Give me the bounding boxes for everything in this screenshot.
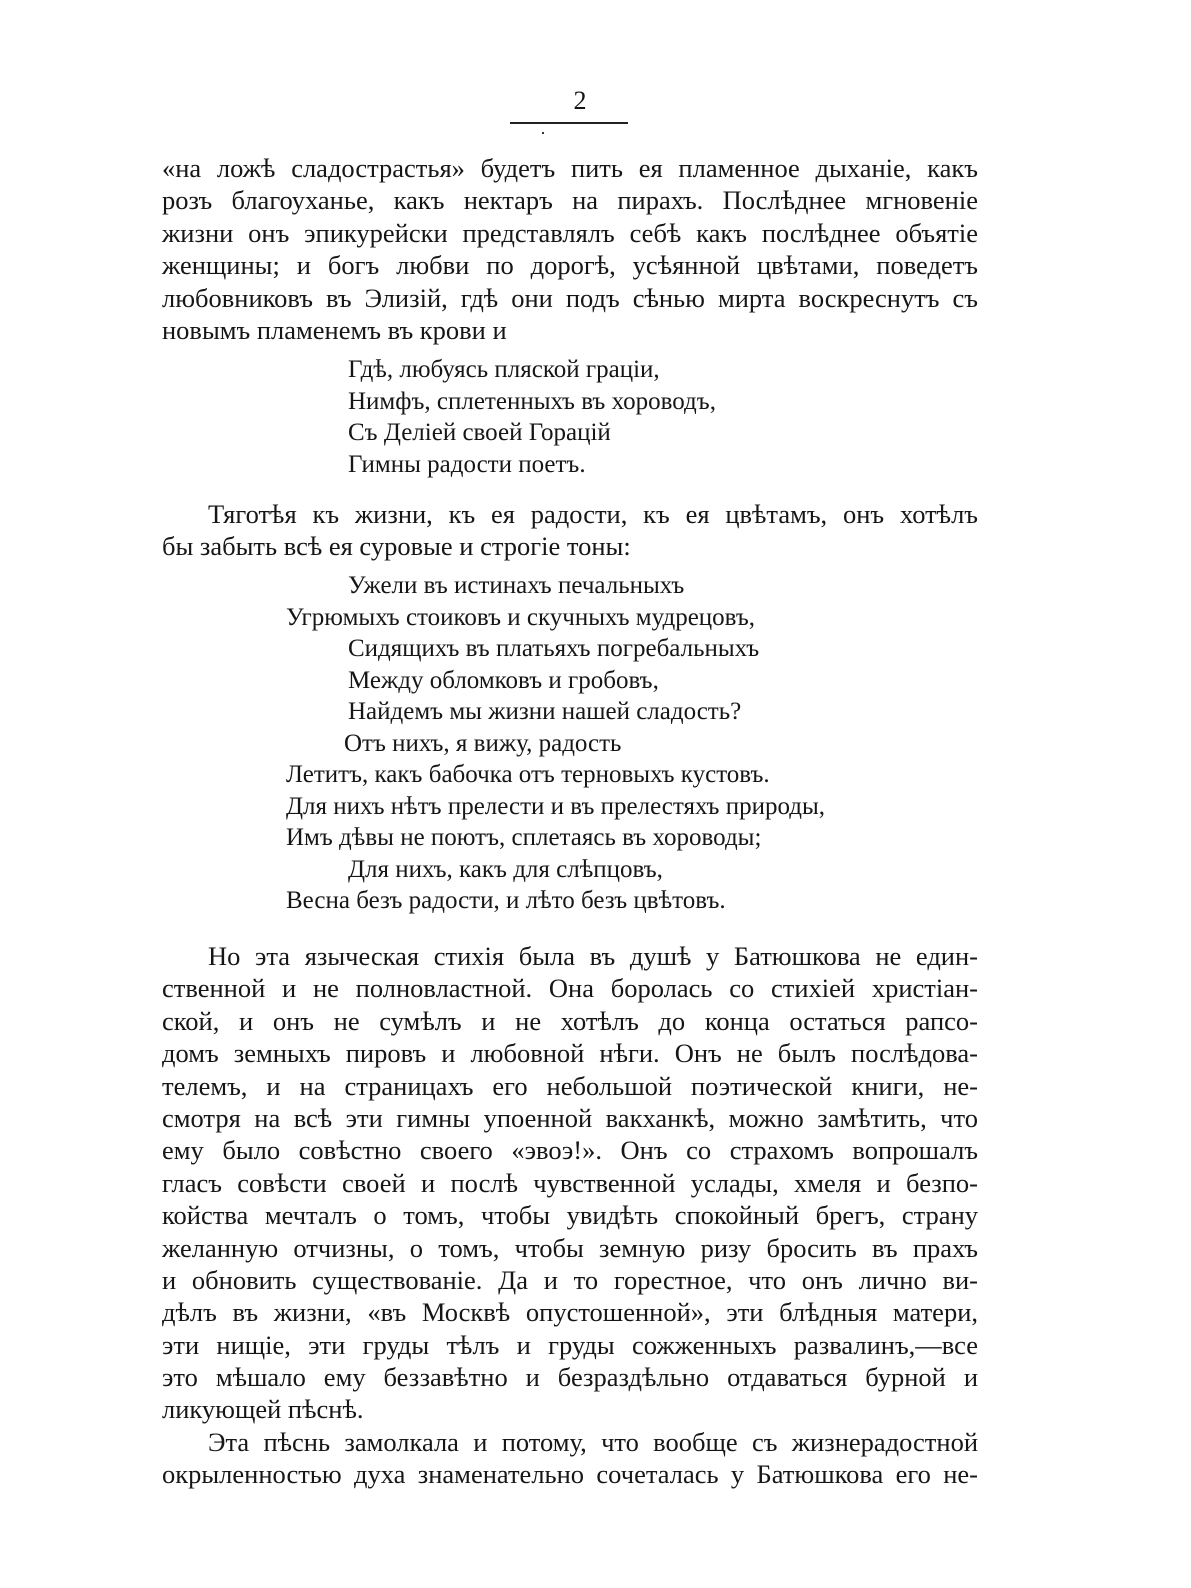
text-line: новымъ пламенемъ въ крови и <box>162 314 507 345</box>
text-line: Тяготѣя къ жизни, къ ея радости, къ ея цвѣтамъ, онъ хотѣлъ <box>208 499 978 529</box>
verse-quote-1 <box>348 354 716 480</box>
verse-line: Сидящихъ въ платьяхъ погребальныхъ <box>348 635 760 662</box>
paragraph-2 <box>162 498 978 563</box>
verse-line: Найдемъ мы жизни нашей сладость? <box>348 698 742 725</box>
text-line: ственной и не полновластной. Она боролась со стихіей христіан- <box>162 973 978 1004</box>
paragraph-1 <box>162 152 978 346</box>
text-line: женщины; и богъ любви по дорогѣ, усѣянной цвѣтами, поведетъ <box>162 250 978 281</box>
text-line: домъ земныхъ пировъ и любовной нѣги. Онъ не былъ послѣдова- <box>162 1038 978 1069</box>
header-rule <box>510 122 628 124</box>
verse-line: Нимфъ, сплетенныхъ въ хороводъ, <box>348 387 716 415</box>
text-line: ему было совѣстно своего «эвоэ!». Онъ со страхомъ вопрошалъ <box>162 1135 978 1166</box>
verse-line: Гдѣ, любуясь пляской граціи, <box>348 356 660 383</box>
page-number: 2 <box>573 86 587 115</box>
text-line: гласъ совѣсти своей и послѣ чувственной услады, хмеля и безпо- <box>162 1167 978 1198</box>
text-line: смотря на всѣ эти гимны упоенной вакханкѣ, можно замѣтить, что <box>162 1102 978 1133</box>
paragraph-3 <box>162 940 978 1426</box>
text-line: дѣлъ въ жизни, «въ Москвѣ опустошенной», эти блѣдныя матери, <box>162 1297 978 1328</box>
verse-line: Имъ дѣвы не поютъ, сплетаясь въ хороводы; <box>286 824 762 851</box>
text-line: койства мечталъ о томъ, чтобы увидѣть спокойный брегъ, страну <box>162 1200 978 1231</box>
verse-line: Летитъ, какъ бабочка отъ терновыхъ кустовъ. <box>286 761 770 788</box>
verse-line: Гимны радости поетъ. <box>348 450 586 478</box>
verse-line: Для нихъ, какъ для слѣпцовъ, <box>348 855 663 883</box>
text-line: и обновить существованіе. Да и то горестное, что онъ лично ви- <box>162 1264 978 1295</box>
text-line: ской, и онъ не сумѣлъ и не хотѣлъ до конца остаться рапсо- <box>162 1005 978 1036</box>
text-line: жизни онъ эпикурейски представлялъ себѣ какъ послѣднее объятіе <box>162 217 978 248</box>
paragraph-4 <box>162 1426 978 1491</box>
text-line: эти нищіе, эти груды тѣлъ и груды сожженныхъ развалинъ,—все <box>162 1329 978 1360</box>
text-line: ликующей пѣснѣ. <box>162 1394 364 1425</box>
text-line: «на ложѣ сладострастья» будетъ пить ея пламенное дыханіе, какъ <box>162 153 978 183</box>
verse-line: Съ Деліей своей Горацій <box>348 419 611 446</box>
verse-line: Угрюмыхъ стоиковъ и скучныхъ мудрецовъ, <box>286 603 756 631</box>
print-speck <box>542 132 544 134</box>
verse-line: Между обломковъ и гробовъ, <box>348 666 659 694</box>
text-line: Эта пѣснь замолкала и потому, что вообще съ жизнерадостной <box>208 1427 978 1457</box>
text-line: телемъ, и на страницахъ его небольшой поэтической книги, не- <box>162 1070 978 1101</box>
verse-line: Отъ нихъ, я вижу, радость <box>344 729 622 757</box>
verse-quote-2 <box>286 570 825 917</box>
verse-line: Для нихъ нѣтъ прелести и въ прелестяхъ природы, <box>286 792 826 820</box>
text-line: бы забыть всѣ ея суровые и строгіе тоны: <box>162 531 631 562</box>
text-line: розъ благоуханье, какъ нектаръ на пирахъ. Послѣднее мгновеніе <box>162 185 978 216</box>
text-line: любовниковъ въ Элизій, гдѣ они подъ сѣнью мирта воскреснутъ съ <box>162 282 978 313</box>
text-line: это мѣшало ему беззавѣтно и безраздѣльно отдаваться бурной и <box>162 1362 978 1393</box>
verse-line: Ужели въ истинахъ печальныхъ <box>348 572 685 599</box>
text-line: окрыленностью духа знаменательно сочеталась у Батюшкова его не- <box>162 1459 978 1490</box>
text-line: Но эта языческая стихія была въ душѣ у Батюшкова не един- <box>208 941 978 971</box>
text-line: желанную отчизны, о томъ, чтобы земную ризу бросить въ прахъ <box>162 1232 978 1263</box>
verse-line: Весна безъ радости, и лѣто безъ цвѣтовъ. <box>286 887 726 914</box>
